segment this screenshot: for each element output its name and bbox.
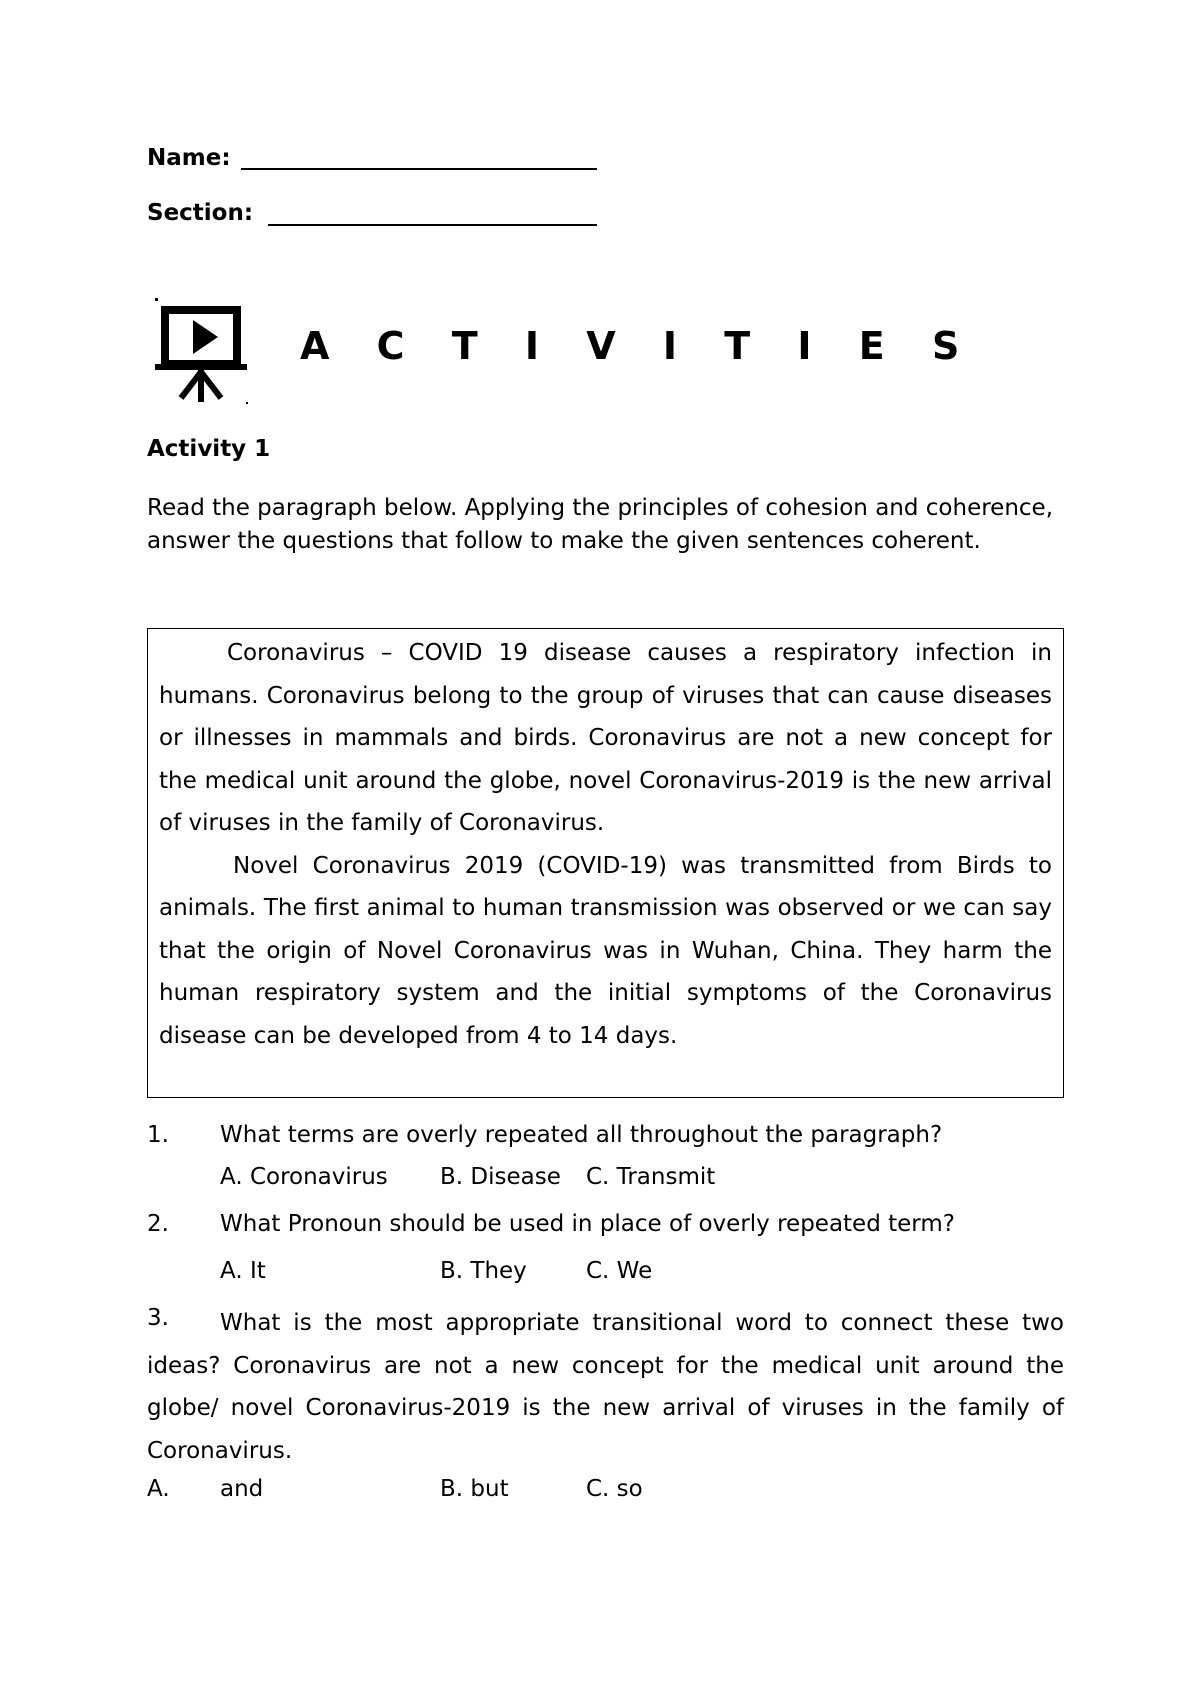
passage-box: [147, 628, 1064, 1098]
q3-option-b[interactable]: B. but: [440, 1476, 509, 1502]
q3-option-a[interactable]: and: [220, 1476, 264, 1502]
page-title: A C T I V I T I E S: [300, 324, 977, 368]
question-3-text: What is the most appropriate transitional word to connect these two ideas? Coronavirus are not a new concept for the medical unit around the globe/ novel Coronavirus-2019 is the new arrival of viruses in the family of Coronavirus.: [147, 1310, 1064, 1464]
q3-option-c[interactable]: C. so: [586, 1476, 643, 1502]
name-field[interactable]: [241, 168, 597, 170]
section-label: Section:: [147, 200, 254, 226]
q1-option-b[interactable]: B. Disease: [440, 1164, 561, 1190]
q2-option-a[interactable]: A. It: [220, 1258, 266, 1284]
q3-option-a-letter[interactable]: A.: [147, 1476, 170, 1502]
question-3-number: 3.: [147, 1305, 169, 1331]
activity-heading: Activity 1: [147, 436, 271, 462]
q2-option-b[interactable]: B. They: [440, 1258, 527, 1284]
question-text: What terms are overly repeated all throughout the paragraph?: [220, 1122, 943, 1148]
question-text: What Pronoun should be used in place of overly repeated term?: [220, 1211, 955, 1237]
activity-instructions: Read the paragraph below. Applying the principles of cohesion and coherence, answer the questions that follow to make the given sentences coherent.: [147, 495, 1054, 554]
q1-option-a[interactable]: A. Coronavirus: [220, 1164, 388, 1190]
passage-paragraph-1: Coronavirus – COVID 19 disease causes a respiratory infection in humans. Coronavirus belong to the group of viruses that can cause diseases or illnesses in mammals and birds. Coronavirus are not a new concept for the medical unit around the globe, novel Coronavirus-2019 is the new arrival of viruses in the family of Coronavirus.: [159, 640, 1052, 836]
question-number: 1.: [147, 1122, 169, 1148]
section-field[interactable]: [268, 224, 597, 226]
presentation-play-icon: [153, 298, 253, 408]
passage-paragraph-2: Novel Coronavirus 2019 (COVID-19) was transmitted from Birds to animals. The first animal to human transmission was observed or we can say that the origin of Novel Coronavirus was in Wuhan, China. They harm the human respiratory system and the initial symptoms of the Coronavirus disease can be developed from 4 to 14 days.: [159, 852, 1052, 1049]
question-number: 2.: [147, 1211, 169, 1237]
name-label: Name:: [147, 145, 231, 171]
q2-option-c[interactable]: C. We: [586, 1258, 653, 1284]
q1-option-c[interactable]: C. Transmit: [586, 1164, 716, 1190]
